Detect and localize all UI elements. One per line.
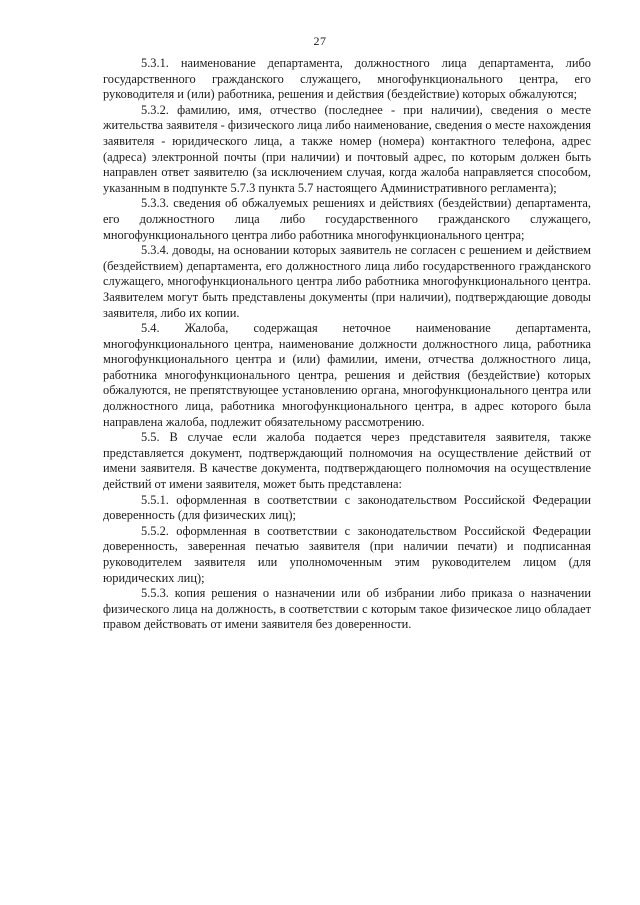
paragraph-5-4: 5.4. Жалоба, содержащая неточное наименование департамента, многофункционального центра, наименование должности должностного лица, работника многофункционального центра и (или) фамилии, имени, отчества должностного лица, работника многофункционального центра, решения и действия (бездействие) которых обжалуются, не препятствующее установлению органа, многофункционального центра или должностного лица, работника многофункционального центра, в адрес которого была направлена жалоба, подлежит обязательному рассмотрению. xyxy=(103,321,591,429)
paragraph-5-5-3: 5.5.3. копия решения о назначении или об избрании либо приказа о назначении физического лица на должность, в соответствии с которым такое физическое лицо обладает правом действовать от имени заявителя без доверенности. xyxy=(103,586,591,632)
paragraph-5-3-2: 5.3.2. фамилию, имя, отчество (последнее - при наличии), сведения о месте жительства заявителя - физического лица либо наименование, сведения о месте нахождения заявителя - юридического лица, а также номер (номера) контактного телефона, адрес (адреса) электронной почты (при наличии) и почтовый адрес, по которым должен быть направлен ответ заявителю (за исключением случая, когда жалоба направляется способом, указанным в подпункте 5.7.3 пункта 5.7 настоящего Административного регламента); xyxy=(103,102,591,195)
paragraph-5-3-3: 5.3.3. сведения об обжалуемых решениях и действиях (бездействии) департамента, его должностного лица либо государственного гражданского служащего, многофункционального центра либо работника многофункционального центра; xyxy=(103,196,591,242)
paragraph-5-3-1: 5.3.1. наименование департамента, должностного лица департамента, либо государственного гражданского служащего, многофункционального центра, его руководителя и (или) работника, решения и действия (бездействие) которых обжалуются; xyxy=(103,56,591,102)
document-body xyxy=(103,56,591,633)
paragraph-5-3-4: 5.3.4. доводы, на основании которых заявитель не согласен с решением и действием (бездействием) департамента, его должностного лица либо государственного гражданского служащего, многофункционального центра либо работника многофункционального центра. Заявителем могут быть представлены документы (при наличии), подтверждающие доводы заявителя, либо их копии. xyxy=(103,243,591,320)
paragraph-5-5-2: 5.5.2. оформленная в соответствии с законодательством Российской Федерации доверенность, заверенная печатью заявителя (при наличии печати) и подписанная руководителем заявителя или уполномоченным этим руководителем лицом (для юридических лиц); xyxy=(103,523,591,585)
paragraph-5-5-1: 5.5.1. оформленная в соответствии с законодательством Российской Федерации доверенность (для физических лиц); xyxy=(103,492,591,523)
paragraph-5-5: 5.5. В случае если жалоба подается через представителя заявителя, также представляется документ, подтверждающий полномочия на осуществление действий от имени заявителя. В качестве документа, подтверждающего полномочия на осуществление действий от имени заявителя, может быть представлена: xyxy=(103,430,591,492)
page-number: 27 xyxy=(313,34,327,48)
